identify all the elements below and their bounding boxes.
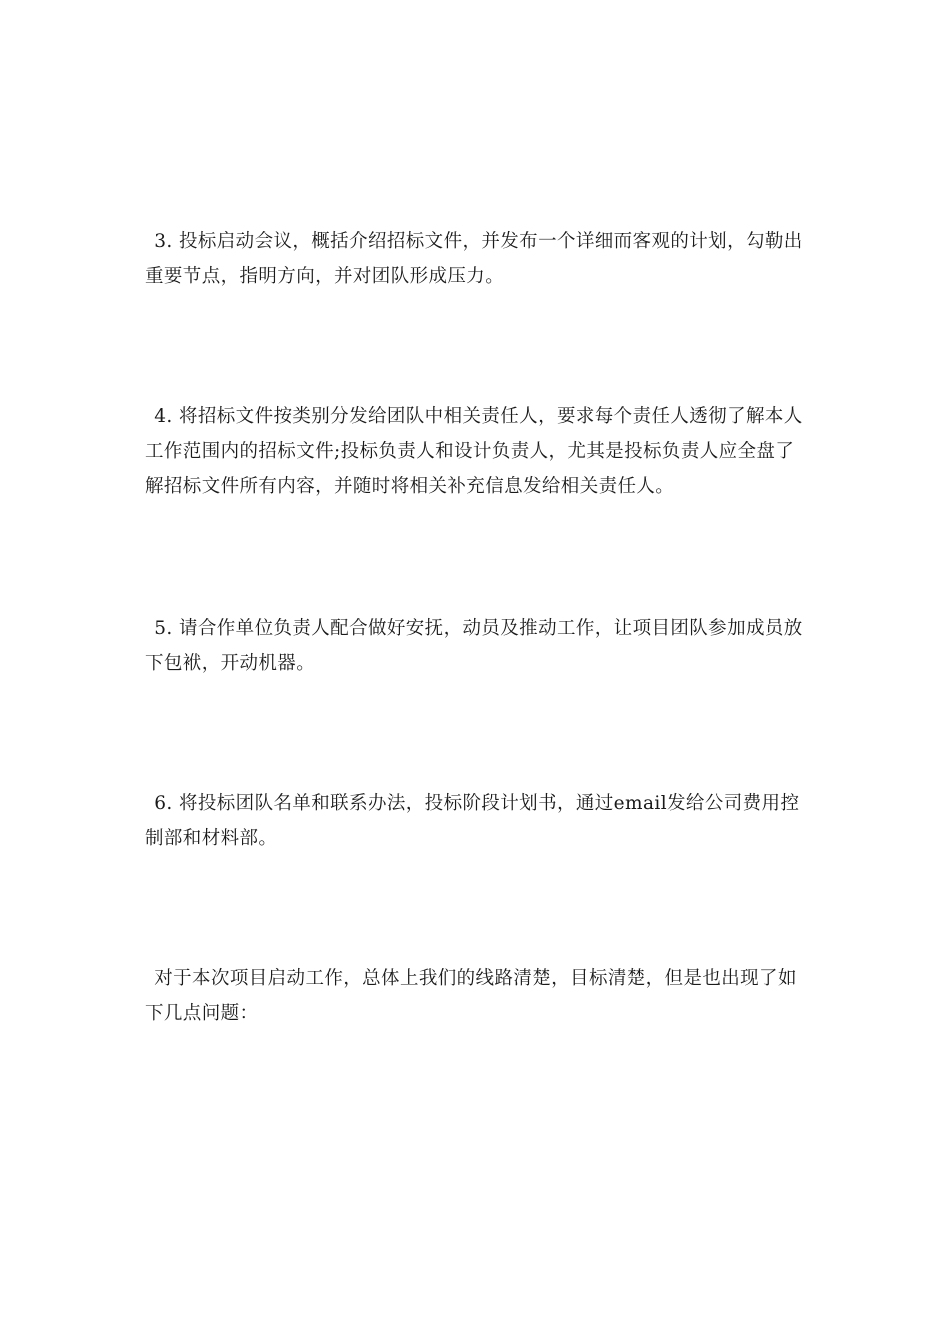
paragraph-summary: 对于本次项目启动工作，总体上我们的线路清楚，目标清楚，但是也出现了如下几点问题：: [145, 968, 797, 1024]
paragraph-item-3: 3. 投标启动会议，概括介绍招标文件，并发布一个详细而客观的计划，勾勒出重要节点，指明方向，并对团队形成压力。: [145, 231, 803, 287]
paragraph-item-6: 6. 将投标团队名单和联系办法，投标阶段计划书，通过email发给公司费用控制部和材料部。: [145, 793, 800, 849]
paragraph-item-4: 4. 将招标文件按类别分发给团队中相关责任人，要求每个责任人透彻了解本人工作范围内的招标文件;投标负责人和设计负责人，尤其是投标负责人应全盘了解招标文件所有内容，并随时将相关补充信息发给相关责任人。: [145, 406, 803, 497]
paragraph-item-5: 5. 请合作单位负责人配合做好安抚，动员及推动工作，让项目团队参加成员放下包袱，开动机器。: [145, 618, 803, 674]
